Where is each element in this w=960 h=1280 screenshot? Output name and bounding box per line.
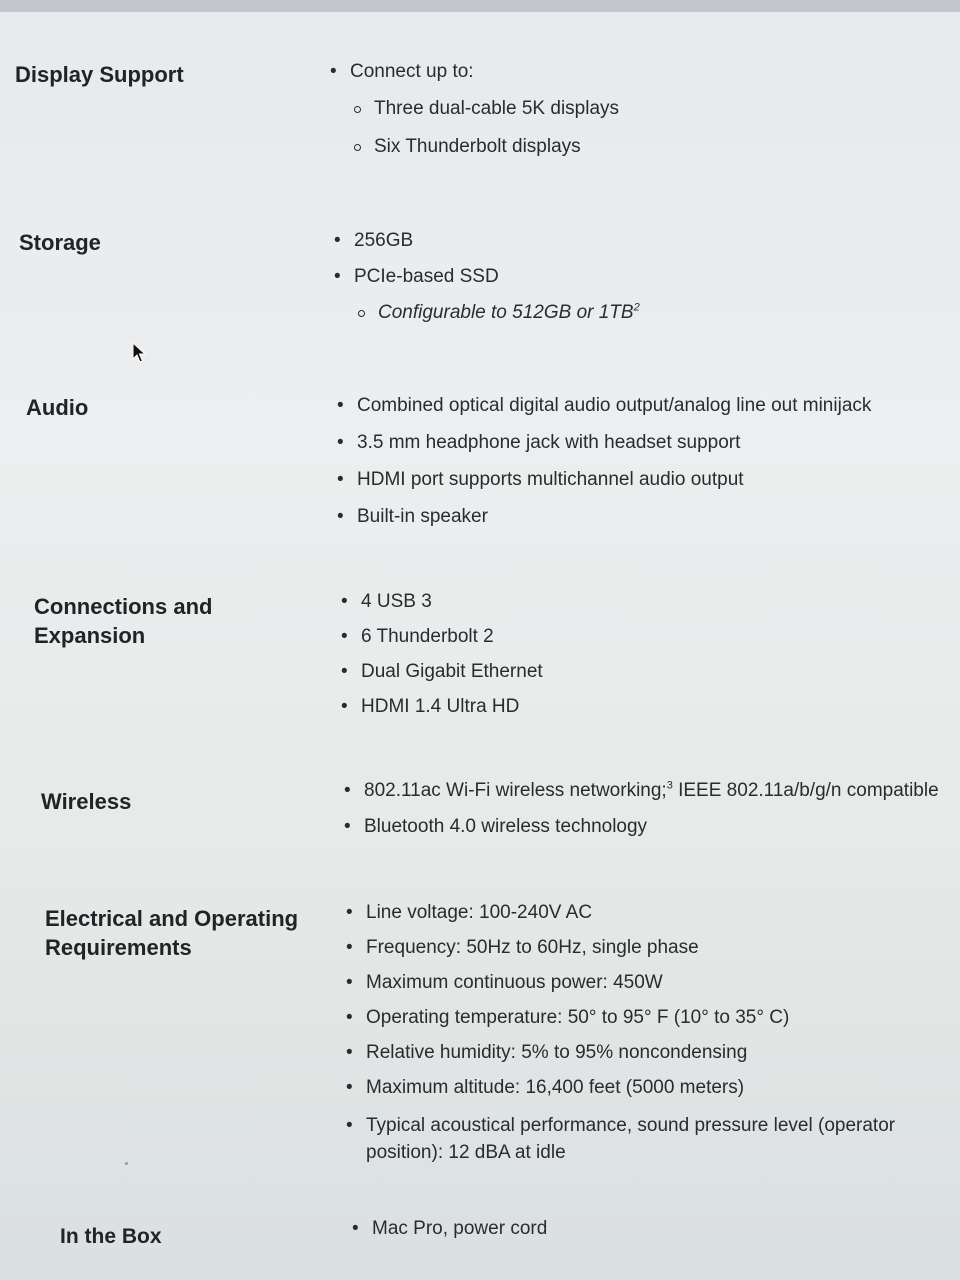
spec-item: • 4 USB 3 <box>341 591 543 626</box>
spec-subitem: Configurable to 512GB or $1TB^2$ <box>354 302 640 324</box>
spec-list-display-support <box>330 61 619 174</box>
spec-label-display-support: Display Support <box>15 62 184 87</box>
spec-item: • HDMI port supports multichannel audio output <box>337 469 871 506</box>
spec-list-connections <box>341 591 543 731</box>
spec-sublist <box>350 98 619 174</box>
spec-item: • Operating temperature: 50° to 95° F (10° to 35° C) <box>346 1007 926 1042</box>
top-bar <box>0 0 960 12</box>
spec-subitem: Three dual-cable 5K displays <box>350 98 619 136</box>
spec-list-storage <box>334 230 640 324</box>
spec-list-electrical <box>346 902 926 1166</box>
spec-sublist <box>354 302 640 324</box>
spec-list-audio <box>337 395 871 543</box>
spec-item: • Combined optical digital audio output/analog line out minijack <box>337 395 871 432</box>
spec-label-wireless: Wireless <box>41 789 132 814</box>
screen-speck <box>125 1162 128 1165</box>
spec-label-audio: Audio <box>26 395 89 420</box>
spec-item: • Maximum altitude: 16,400 feet (5000 meters) <box>346 1077 926 1112</box>
spec-item: • Connect up to: <box>330 61 619 98</box>
footnote-marker: 2 <box>633 301 640 314</box>
spec-item: • Line voltage: 100-240V AC <box>346 902 926 937</box>
spec-item: • HDMI 1.4 Ultra HD <box>341 696 543 731</box>
spec-item: • Bluetooth 4.0 wireless technology <box>344 816 939 852</box>
spec-item: • PCIe-based SSD <box>334 266 640 302</box>
spec-item: • Frequency: 50Hz to 60Hz, single phase <box>346 937 926 972</box>
spec-item: • Relative humidity: 5% to 95% noncondensing <box>346 1042 926 1077</box>
spec-label-storage: Storage <box>19 230 101 255</box>
spec-item: • 6 Thunderbolt 2 <box>341 626 543 661</box>
spec-item: • 256GB <box>334 230 640 266</box>
spec-item: • Maximum continuous power: 450W <box>346 972 926 1007</box>
spec-item: • 3.5 mm headphone jack with headset support <box>337 432 871 469</box>
spec-label-connections: Connections and Expansion <box>34 594 213 648</box>
spec-subitem: Six Thunderbolt displays <box>350 136 619 174</box>
spec-item: • Typical acoustical performance, sound pressure level (operator position): 12 dBA at idle <box>346 1112 926 1166</box>
mouse-pointer-icon <box>132 342 146 364</box>
spec-item: • Dual Gigabit Ethernet <box>341 661 543 696</box>
spec-item: • Built-in speaker <box>337 506 871 543</box>
spec-item: • Mac Pro, power cord <box>352 1218 547 1240</box>
spec-list-in-the-box <box>352 1218 547 1240</box>
spec-label-in-the-box: In the Box <box>60 1225 162 1248</box>
spec-label-electrical: Electrical and Operating Requirements <box>45 906 299 960</box>
spec-item: • 802.11ac Wi-Fi wireless networking;$^3$ IEEE 802.11a/b/g/n compatible <box>344 780 939 816</box>
footnote-marker: 3 <box>666 779 673 792</box>
spec-list-wireless <box>344 780 939 852</box>
